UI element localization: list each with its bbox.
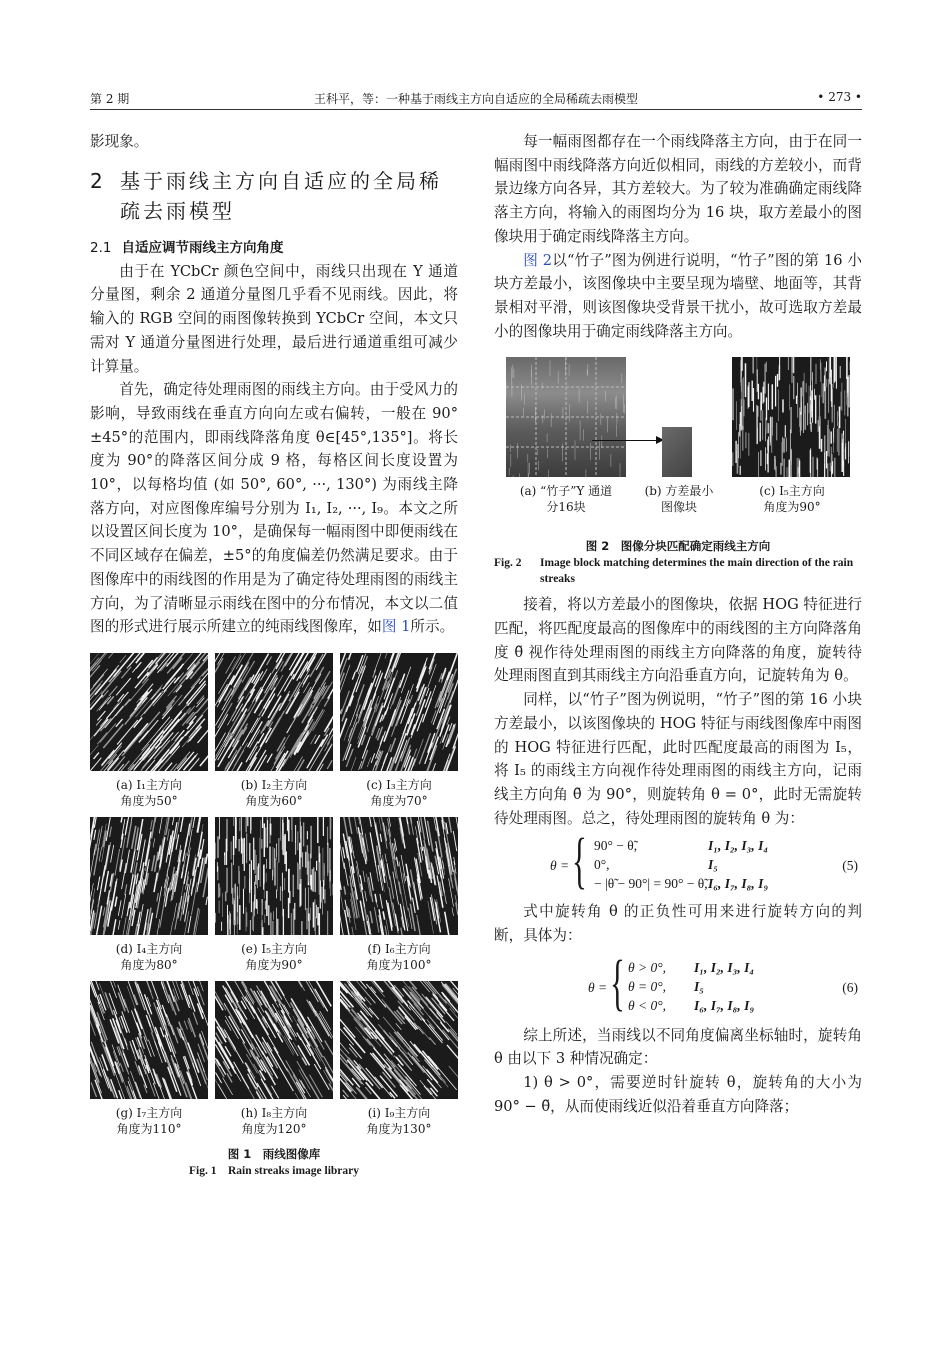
issue-number: 第 2 期	[90, 92, 130, 106]
panel-caption: (g) I₇主方向 角度为110°	[115, 1105, 183, 1136]
rain-image	[215, 817, 333, 935]
equation-case: θ > 0°,	[628, 959, 667, 975]
equation-condition: I₁, I₂, I₃, I₄	[694, 959, 755, 975]
panel-caption: (i) I₉主方向 角度为130°	[366, 1105, 432, 1136]
equation-condition: I₁, I₂, I₃, I₄	[708, 838, 769, 854]
arrow-icon	[592, 440, 662, 441]
rain-image	[215, 981, 333, 1099]
figure-1-panel	[340, 817, 458, 973]
panel-caption: (a) I₁主方向 角度为50°	[116, 777, 182, 808]
block-grid	[506, 357, 626, 477]
rain-image	[340, 653, 458, 771]
panel-caption: (h) I₈主方向 角度为120°	[240, 1105, 308, 1136]
figure-1-panel	[90, 653, 208, 809]
rain-image	[340, 981, 458, 1099]
paragraph-rain-direction	[90, 378, 458, 639]
rain-image-i5	[732, 357, 850, 477]
right-column	[494, 130, 862, 1119]
section-number: 2	[90, 168, 106, 193]
paragraph-bamboo-example: 同样，以“竹子”图为例说明，“竹子”图的第 16 小块方差最小，以该图像块的 HOG 特征与雨线图像库中雨图的 HOG 特征进行匹配，此时匹配度最高的雨图为 I₅，将 I₅ 的雨线主方向视作待处理雨图的雨线主方向，记雨线主方向角 θ̃ 为 90°，则旋转角 θ = 0°，此时无需旋转待处理雨图。总之，待处理雨图的旋转角 θ 为：	[494, 691, 862, 827]
rain-image	[90, 981, 208, 1099]
figure-1	[90, 653, 458, 1179]
equation-condition: I₅	[694, 978, 704, 994]
paragraph-summary: 综上所述，当雨线以不同角度偏离坐标轴时，旋转角 θ 由以下 3 种情况确定：	[494, 1026, 862, 1068]
bamboo-y-channel-image	[506, 357, 626, 477]
paragraph-bamboo	[494, 249, 862, 344]
figure-2-caption-cn: 图 2 图像分块匹配确定雨线主方向	[585, 539, 771, 554]
figure-1-caption-en: Fig. 1 Rain streaks image library	[188, 1164, 360, 1177]
equation-case: 0°,	[594, 857, 610, 873]
figure-1-panel	[340, 653, 458, 809]
equation-lhs: θ =	[588, 979, 608, 995]
paragraph-ycbcr: 由于在 YCbCr 颜色空间中，雨线只出现在 Y 通道分量图，剩余 2 通道分量图几乎看不见雨线。因此，将输入的 RGB 空间的雨图像转换到 YCbCr 空间，本文只需对 Y 通道分量图进行处理，最后进行通道重组可减少计算量。	[90, 262, 458, 375]
equation-case: θ < 0°,	[628, 997, 667, 1013]
figure-1-panel	[215, 817, 333, 973]
panel-caption: (b) I₂主方向 角度为60°	[240, 777, 308, 808]
rain-image	[340, 817, 458, 935]
subsection-title: 自适应调节雨线主方向角度	[121, 239, 284, 256]
panel-caption-c: (c) I₅主方向 角度为90°	[759, 484, 825, 515]
equation-condition: I₆, I₇, I₈, I₉	[708, 876, 769, 892]
paragraph-sign: 式中旋转角 θ 的正负性可用来进行旋转方向的判断，具体为：	[494, 903, 862, 945]
figure-1-panel	[90, 981, 208, 1137]
running-title: 王科平，等：一种基于雨线主方向自适应的全局稀疏去雨模型	[313, 92, 638, 106]
panel-caption: (e) I₅主方向 角度为90°	[241, 941, 307, 972]
equation-case: 90° − θ̃,	[594, 838, 638, 854]
left-column	[90, 130, 458, 1179]
panel-caption: (c) I₃主方向 角度为70°	[366, 777, 432, 808]
paragraph-text-end: 所示。	[410, 618, 455, 636]
equation-condition: I₅	[708, 857, 718, 873]
subsection-heading	[90, 236, 458, 260]
panel-caption-a: (a) “竹子”Y 通道 分16块	[519, 484, 613, 515]
paragraph-variance: 每一幅雨图都存在一个雨线降落主方向，由于在同一幅雨图中雨线降落方向近似相同，雨线的方差较小，而背景边缘方向各异，其方差较大。为了较为准确确定雨线降落主方向，将输入的雨图均分为 16 块，取方差最小的图像块用于确定雨线降落主方向。	[494, 133, 862, 245]
paragraph-case-1: 1) θ > 0°，需要逆时针旋转 θ，旋转角的大小为 90° − θ̃，从而使雨线近似沿着垂直方向降落；	[494, 1074, 862, 1115]
page-number: • 273 •	[817, 90, 862, 104]
figure-2-caption-en: Fig. 2 Image block matching determines the main direction of the rain streaks	[494, 557, 854, 586]
rain-image	[215, 653, 333, 771]
equation-condition: I₆, I₇, I₈, I₉	[694, 997, 755, 1013]
figure-2	[494, 357, 862, 533]
paragraph-text: 首先，确定待处理雨图的雨线主方向。由于受风力的影响，导致雨线在垂直方向向左或右偏转，一般在 90°±45°的范围内，即雨线降落角度 θ∈[45°,135°]。将长度为 90°的降落区间分成 9 格，每格区间长度设置为 10°，以每格均值 (如 50°, 60°, ···, 130°) 为雨线主降落方向，对应图像库编号分别为 I₁, I₂, ···, I₉。本文之所以设置区间长度为 10°，是确保每一幅雨图中即便雨线在不同区域存在偏差，±5°的角度偏差仍然满足要求。由于图像库中的雨线图的作用是为了确定待处理雨图的雨线主方向，为了清晰显示雨线在图中的分布情况，本文以二值图的形式进行展示所建立的纯雨线图像库，如	[90, 381, 458, 636]
paragraph-continued: 影现象。	[90, 133, 149, 150]
equation-case: − |θ̃ − 90°| = 90° − θ̃,	[594, 876, 708, 892]
brace-icon: {	[572, 827, 587, 896]
figure-1-row	[90, 981, 458, 1137]
equation-number: (6)	[842, 979, 858, 995]
equation-5	[494, 827, 862, 896]
equation-case: θ = 0°,	[628, 978, 667, 994]
subsection-number: 2.1	[90, 239, 112, 256]
min-variance-block-image	[662, 427, 692, 477]
panel-caption: (d) I₄主方向 角度为80°	[115, 941, 183, 972]
equation-lhs: θ =	[550, 858, 570, 874]
paragraph-text: 以“竹子”图为例进行说明，“竹子”图的第 16 小块方差最小，该图像块中主要呈现为墙壁、地面等，其背景相对平滑，则该图像块受背景干扰小，故可选取方差最小的图像块用于确定雨线降落主方向。	[494, 251, 862, 340]
figure-1-panel	[90, 817, 208, 973]
paragraph-hog-match: 接着，将以方差最小的图像块，依据 HOG 特征进行匹配，将匹配度最高的图像库中的雨线图的主方向降落角度 θ̃ 视作待处理雨图的雨线主方向降落的角度，旋转待处理雨图直到其雨线主方向沿垂直方向，记旋转角为 θ。	[494, 596, 862, 685]
figure-1-row	[90, 653, 458, 809]
panel-caption-b: (b) 方差最小 图像块	[644, 484, 714, 515]
figure-1-row	[90, 817, 458, 973]
figure-1-caption-cn: 图 1 雨线图像库	[227, 1146, 321, 1161]
brace-icon: {	[610, 948, 625, 1017]
figure-1-panel	[215, 653, 333, 809]
section-title: 基于雨线主方向自适应的全局稀疏去雨模型	[120, 168, 442, 223]
running-header	[90, 88, 862, 110]
equation-6	[494, 948, 862, 1018]
section-heading	[90, 166, 458, 226]
equation-number: (5)	[842, 858, 858, 874]
panel-caption: (f) I₆主方向 角度为100°	[366, 941, 432, 972]
rain-image	[90, 653, 208, 771]
figure-2-link[interactable]: 图 2	[523, 251, 553, 269]
figure-1-panel	[340, 981, 458, 1137]
figure-1-panel	[215, 981, 333, 1137]
figure-1-link[interactable]: 图 1	[381, 618, 411, 636]
rain-image	[90, 817, 208, 935]
